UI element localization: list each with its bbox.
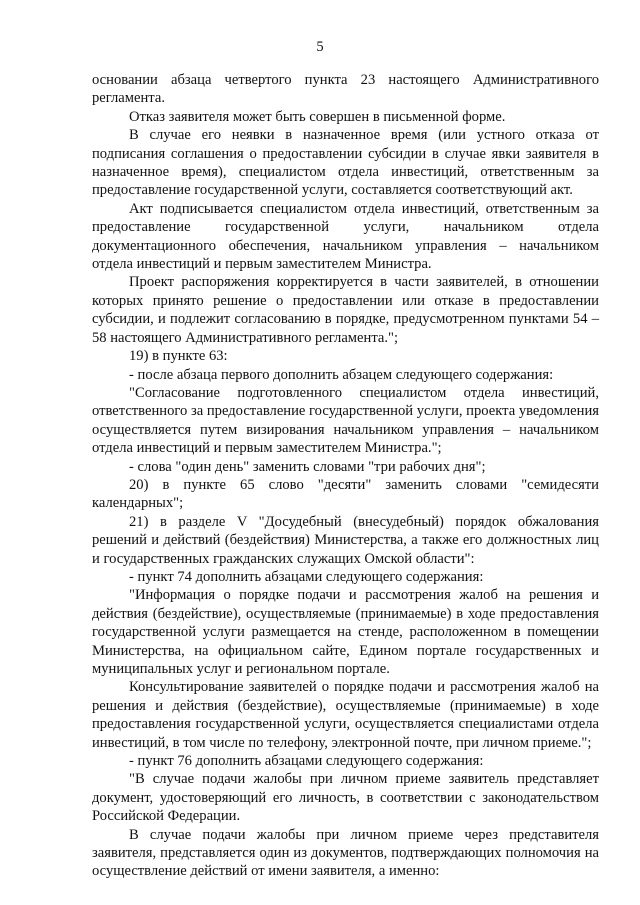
paragraph: В случае его неявки в назначенное время (или устного отказа от подписания соглашения о предоставлении субсидии в случае явки заявителя в назначенное время), специалистом отдела инвестиций, ответственным за предоставление государственной услуги, составляется соответствующий акт. — [92, 127, 599, 199]
page-number: 5 — [316, 39, 324, 55]
paragraph: - слова "один день" заменить словами "три рабочих дня"; — [129, 458, 486, 475]
paragraph: - после абзаца первого дополнить абзацем следующего содержания: — [129, 366, 554, 383]
paragraph: "В случае подачи жалобы при личном приеме заявитель представляет документ, удостоверяющий его личность, в соответствии с законодательством Российской Федерации. — [92, 771, 599, 825]
paragraph: 20) в пункте 65 слово "десяти" заменить словами "семидесяти календарных"; — [92, 476, 599, 512]
paragraph: основании абзаца четвертого пункта 23 настоящего Административного регламента. — [92, 72, 599, 107]
paragraph: - пункт 74 дополнить абзацами следующего содержания: — [129, 568, 484, 585]
paragraph: Проект распоряжения корректируется в части заявителей, в отношении которых принято решение о предоставлении или отказе в предоставлении субсидии, и подлежит согласованию в порядке, предусмотренном пунктами 54 – 58 настоящего Административного регламента."; — [92, 274, 599, 346]
paragraph: Консультирование заявителей о порядке подачи и рассмотрения жалоб на решения и действия (бездействие), осуществляемые (принимаемые) в ходе предоставления государственной услуги, осуществляется специалистами отдела инвестиций, в том числе по телефону, электронной почте, при личном приеме."; — [92, 679, 599, 751]
paragraph: - пункт 76 дополнить абзацами следующего содержания: — [129, 753, 484, 770]
paragraph: В случае подачи жалобы при личном приеме через представителя заявителя, представляется один из документов, подтверждающих полномочия на осуществление действий от имени заявителя, а именно: — [92, 826, 599, 880]
paragraph: 21) в разделе V "Досудебный (внесудебный) порядок обжалования решений и действий (бездействия) Министерства, а также его должностных лиц и государственных гражданских служащих Омской области": — [92, 513, 599, 567]
paragraph: Отказ заявителя может быть совершен в письменной форме. — [129, 108, 506, 125]
document-body — [92, 71, 599, 881]
paragraph: Акт подписывается специалистом отдела инвестиций, ответственным за предоставление государственной услуги, начальником отдела документационного обеспечения, начальником управления – начальником отдела инвестиций и первым заместителем Министра. — [92, 200, 599, 273]
paragraph: "Согласование подготовленного специалистом отдела инвестиций, ответственного за предоставление государственной услуги, проекта уведомления осуществляется путем визирования начальником управления – начальником отдела инвестиций и первым заместителем Министра."; — [92, 384, 599, 457]
paragraph: "Информация о порядке подачи и рассмотрения жалоб на решения и действия (бездействие), осуществляемые (принимаемые) в ходе предоставления государственной услуги размещается на стенде, расположенном в помещении Министерства, на официальном сайте, Едином портале государственных и муниципальных услуг и региональном портале. — [92, 587, 599, 677]
paragraph: 19) в пункте 63: — [129, 348, 228, 365]
